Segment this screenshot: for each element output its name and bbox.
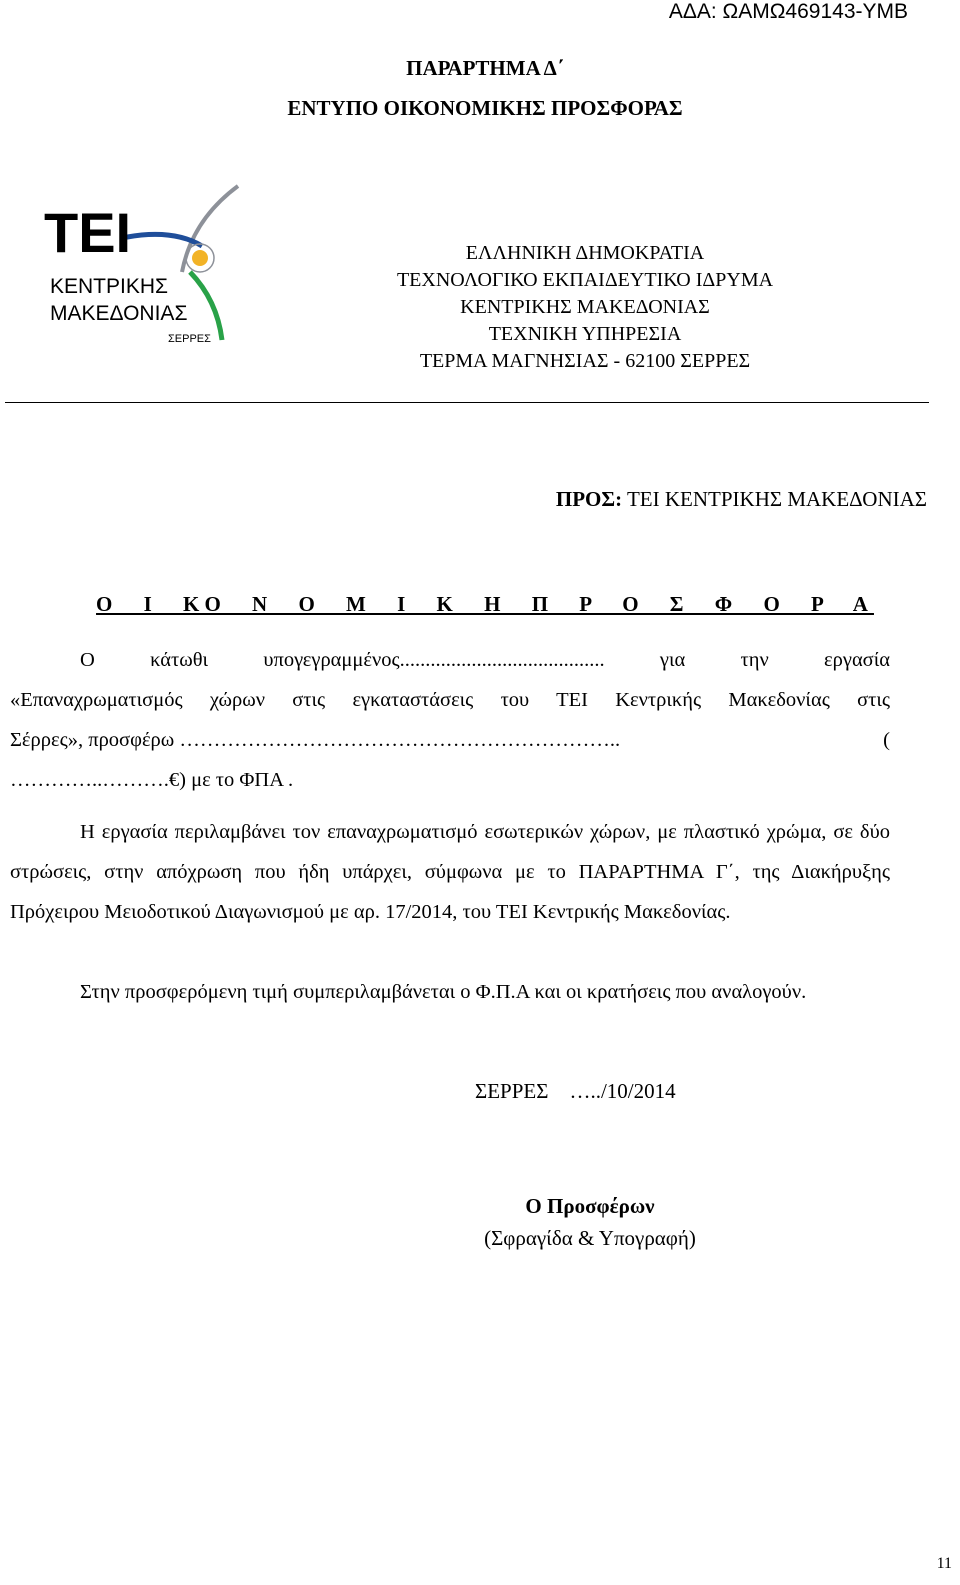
logo-line4: ΣΕΡΡΕΣ <box>168 333 211 345</box>
logo-line3: ΜΑΚΕΔΟΝΙΑΣ <box>50 302 188 325</box>
logo-tei-text: ΤΕΙ <box>44 201 132 264</box>
p1-line2: «Επαναχρωματισμός χώρων στις εγκαταστάσεις του ΤΕΙ Κεντρικής Μακεδονίας στις <box>10 689 890 711</box>
annex-title: ΠΑΡΑΡΤΗΜΑ Δ΄ <box>406 56 564 80</box>
header-rule <box>5 402 929 403</box>
p1-line3-right: ( <box>883 729 890 751</box>
logo-line2: ΚΕΝΤΡΙΚΗΣ <box>50 275 169 298</box>
institution-line: ΕΛΛΗΝΙΚΗ ΔΗΜΟΚΡΑΤΙΑ <box>465 242 705 264</box>
p2-text: Η εργασία περιλαμβάνει τον επαναχρωματισμό εσωτερικών χώρων, με πλαστικό χρώμα, σε δύο στρώσεις, στην απόχρωση που ήδη υπάρχει, σύμφωνα με το ΠΑΡΑΡΤΗΜΑ Γ΄, της Διακήρυξης Πρόχειρου Μειοδοτικού Διαγωνισμού με αρ. 17/2014, του ΤΕΙ Κεντρικής Μακεδονίας. <box>10 821 890 923</box>
institution-line: ΚΕΝΤΡΙΚΗΣ ΜΑΚΕΔΟΝΙΑΣ <box>460 296 710 318</box>
p1-line3 <box>10 720 890 760</box>
institution-header <box>370 240 800 375</box>
offer-heading: Ο Ι ΚΟ Ν Ο Μ Ι Κ Η Π Ρ Ο Σ Φ Ο Ρ Α <box>96 592 874 616</box>
form-title: ΕΝΤΥΠΟ ΟΙΚΟΝΟΜΙΚΗΣ ΠΡΟΣΦΟΡΑΣ <box>287 96 683 120</box>
signer-label: Ο Προσφέρων <box>525 1194 655 1218</box>
p1-line1: Ο κάτωθι υπογεγραμμένος........................................ για την εργασία <box>80 649 890 671</box>
offer-paragraph-1 <box>10 640 890 800</box>
offer-paragraph-3 <box>10 972 890 1012</box>
institution-line: ΤΕΧΝΙΚΗ ΥΠΗΡΕΣΙΑ <box>488 323 682 345</box>
p1-line3-left: Σέρρες», προσφέρω ……………………………………………………….. <box>10 729 621 751</box>
page-number: 11 <box>936 1555 952 1572</box>
offer-paragraph-2 <box>10 812 890 932</box>
signature-block <box>440 1190 740 1254</box>
date-line: ΣΕΡΡΕΣ …../10/2014 <box>475 1079 676 1103</box>
recipient-label: ΠΡΟΣ: <box>555 487 623 511</box>
institution-line: ΤΕΡΜΑ ΜΑΓΝΗΣΙΑΣ - 62100 ΣΕΡΡΕΣ <box>419 350 751 372</box>
logo-swoosh-gray <box>182 186 238 272</box>
p1-line4: …………..……….€) με το ΦΠΑ . <box>10 769 294 791</box>
recipient-value: ΤΕΙ ΚΕΝΤΡΙΚΗΣ ΜΑΚΕΔΟΝΙΑΣ <box>626 487 927 511</box>
signature-note: (Σφραγίδα & Υπογραφή) <box>484 1226 696 1250</box>
p3-text: Στην προσφερόμενη τιμή συμπεριλαμβάνεται ο Φ.Π.Α και οι κρατήσεις που αναλογούν. <box>80 981 807 1003</box>
tei-logo <box>42 180 257 350</box>
ada-code: ΑΔΑ: ΩΑΜΩ469143-ΥΜΒ <box>668 0 908 23</box>
recipient-line <box>556 487 927 512</box>
institution-line: ΤΕΧΝΟΛΟΓΙΚΟ ΕΚΠΑΙΔΕΥΤΙΚΟ ΙΔΡΥΜΑ <box>396 269 774 291</box>
logo-dot <box>192 250 208 266</box>
logo-swoosh-green <box>190 272 222 340</box>
